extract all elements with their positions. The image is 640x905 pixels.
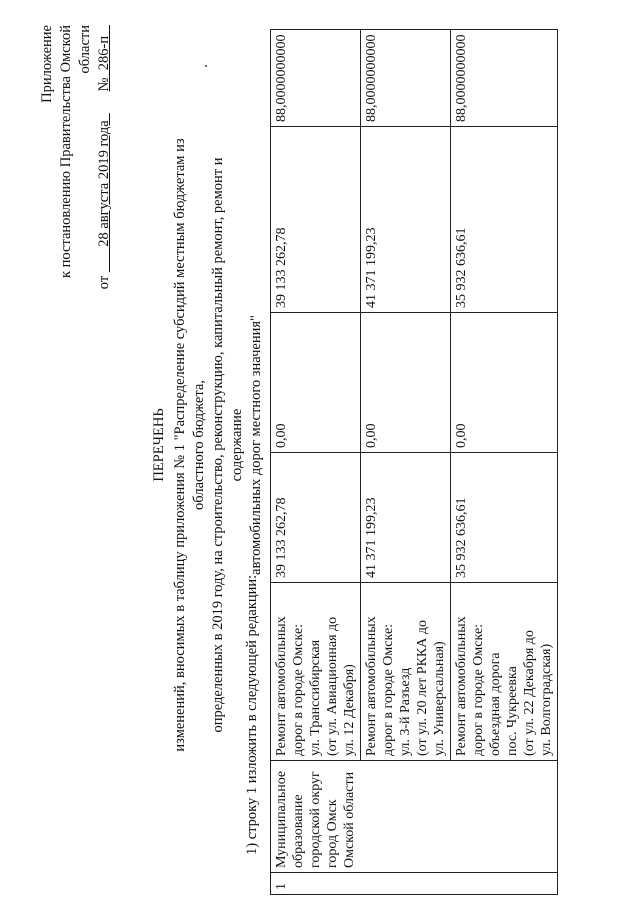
total-cell: 41 371 199,23 bbox=[361, 127, 451, 313]
zero-cell: 0,00 bbox=[361, 313, 451, 453]
heading-line-2: определенных в 2019 году, на строительство, реконструкцию, капитальный ремонт, ремонт и содержание bbox=[210, 157, 245, 733]
description-cell: Ремонт автомобильных дорог в городе Омске: ул. 3-й Разъезд (от ул. 20 лет РККА до ул. Универсальная) bbox=[361, 583, 451, 761]
description-cell: Ремонт автомобильных дорог в городе Омске: объездная дорога пос. Чукреевка (от ул. 22 Декабря до ул. Волгоградская) bbox=[451, 583, 558, 761]
table-row bbox=[271, 30, 361, 895]
instruction-text: 1) строку 1 изложить в следующей редакции: bbox=[244, 574, 260, 855]
resolution-number: № 286-п bbox=[96, 35, 112, 92]
row-number-cell: 1 bbox=[271, 873, 558, 895]
changes-table bbox=[270, 29, 558, 895]
total-cell: 39 133 262,78 bbox=[271, 127, 361, 313]
from-label: от bbox=[96, 275, 112, 290]
appendix-resolution-line: к постановлению Правительства Омской области bbox=[58, 25, 93, 279]
zero-cell: 0,00 bbox=[451, 313, 558, 453]
amount-cell: 35 932 636,61 bbox=[451, 453, 558, 583]
percent-cell: 88,0000000000 bbox=[361, 30, 451, 127]
amount-cell: 41 371 199,23 bbox=[361, 453, 451, 583]
percent-cell: 88,0000000000 bbox=[271, 30, 361, 127]
description-cell: Ремонт автомобильных дорог в городе Омске: ул. Транссибирская (от ул. Авиационная до ул. 12 Декабря) bbox=[271, 583, 361, 761]
appendix-block bbox=[38, 25, 114, 325]
zero-cell: 0,00 bbox=[271, 313, 361, 453]
total-cell: 35 932 636,61 bbox=[451, 127, 558, 313]
percent-cell: 88,0000000000 bbox=[451, 30, 558, 127]
resolution-date: 28 августа 2019 года bbox=[96, 120, 112, 247]
document-title: ПЕРЕЧЕНЬ bbox=[151, 408, 167, 482]
heading-line-1: изменений, вносимых в таблицу приложения № 1 "Распределение субсидий местным бюджетам из областного бюджета, bbox=[172, 138, 207, 752]
heading-line-3: автомобильных дорог местного значения" bbox=[248, 315, 264, 575]
amount-cell: 39 133 262,78 bbox=[271, 453, 361, 583]
scan-speck bbox=[205, 65, 207, 67]
appendix-date-line bbox=[95, 25, 114, 325]
appendix-title: Приложение bbox=[39, 25, 55, 103]
municipality-cell: Муниципальное образование городской округ город Омск Омской области bbox=[271, 761, 558, 873]
